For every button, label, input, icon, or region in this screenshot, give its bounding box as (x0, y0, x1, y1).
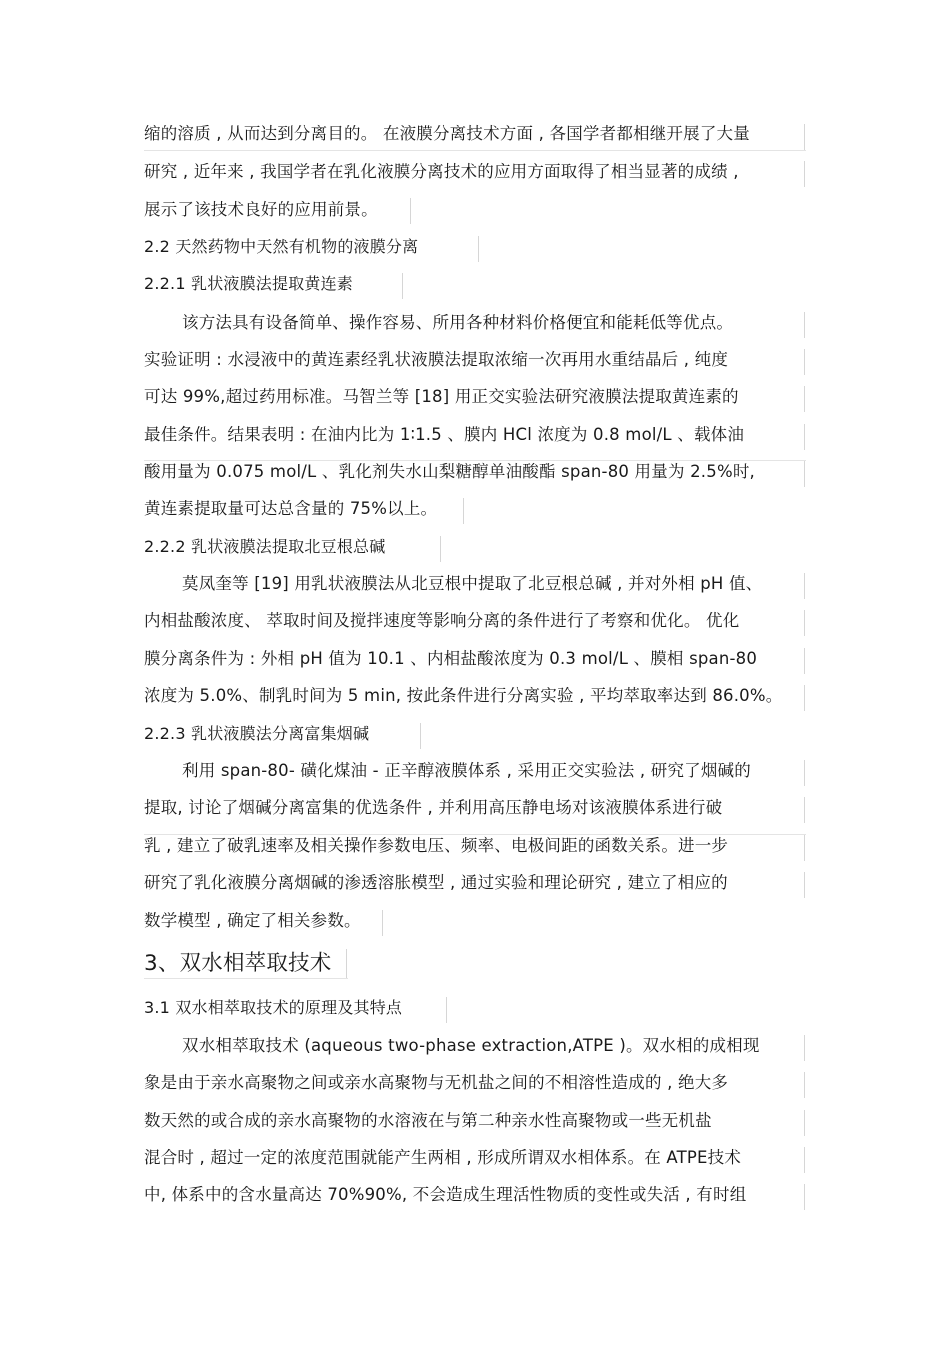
text-line: 象是由于亲水高聚物之间或亲水高聚物与无机盐之间的不相溶性造成的 , 绝大多 (144, 1073, 729, 1092)
text-line: 双水相萃取技术 (aqueous two-phase extraction,ATPE )。双水相的成相现 (182, 1036, 760, 1055)
line-rule (804, 1072, 805, 1098)
line-rule (402, 273, 403, 299)
subsection-heading: 2.2.2 乳状液膜法提取北豆根总碱 (144, 537, 386, 556)
line-rule (478, 236, 479, 262)
text-line: 缩的溶质 , 从而达到分离目的。 在液膜分离技术方面 , 各国学者都相继开展了大量 (144, 124, 750, 143)
line-rule (804, 1184, 805, 1210)
text-line: 该方法具有设备简单、操作容易、所用各种材料价格便宜和能耗低等优点。 (182, 313, 734, 332)
text-line: 实验证明 : 水浸液中的黄连素经乳状液膜法提取浓缩一次再用水重结晶后 , 纯度 (144, 350, 729, 369)
line-rule (144, 150, 806, 151)
text-line: 研究了乳化液膜分离烟碱的渗透溶胀模型 , 通过实验和理论研究 , 建立了相应的 (144, 873, 728, 892)
line-rule (804, 424, 805, 450)
line-rule (804, 312, 805, 338)
line-rule (346, 949, 347, 979)
line-rule (804, 386, 805, 412)
line-rule (804, 573, 805, 599)
line-rule (804, 461, 805, 487)
line-rule (382, 910, 383, 936)
line-rule (804, 610, 805, 636)
text-line: 黄连素提取量可达总含量的 75%以上。 (144, 499, 438, 518)
line-rule (804, 797, 805, 823)
text-line: 混合时 , 超过一定的浓度范围就能产生两相 , 形成所谓双水相体系。在 ATPE技术 (144, 1148, 742, 1167)
text-line: 研究 , 近年来 , 我国学者在乳化液膜分离技术的应用方面取得了相当显著的成绩 , (144, 162, 739, 181)
text-line: 展示了该技术良好的应用前景。 (144, 200, 378, 219)
subsection-heading: 2.2.3 乳状液膜法分离富集烟碱 (144, 724, 370, 743)
line-rule (420, 723, 421, 749)
line-rule (804, 760, 805, 786)
line-rule (446, 997, 447, 1023)
line-rule (804, 1147, 805, 1173)
line-rule (463, 498, 464, 524)
line-rule (144, 978, 348, 979)
subsection-heading: 2.2.1 乳状液膜法提取黄连素 (144, 274, 353, 293)
text-line: 内相盐酸浓度、 萃取时间及搅拌速度等影响分离的条件进行了考察和优化。 优化 (144, 611, 740, 630)
line-rule (804, 648, 805, 674)
line-rule (144, 834, 806, 835)
line-rule (804, 161, 805, 187)
text-line: 乳 , 建立了破乳速率及相关操作参数电压、频率、电极间距的函数关系。进一步 (144, 836, 729, 855)
section-heading: 2.2 天然药物中天然有机物的液膜分离 (144, 237, 419, 256)
line-rule (440, 536, 441, 562)
text-line: 数天然的或合成的亲水高聚物的水溶液在与第二种亲水性高聚物或一些无机盐 (144, 1111, 712, 1130)
text-line: 酸用量为 0.075 mol/L 、乳化剂失水山梨糖醇单油酸酯 span-80 用量为 2.5%时, (144, 462, 755, 481)
text-line: 数学模型 , 确定了相关参数。 (144, 911, 361, 930)
text-line: 提取, 讨论了烟碱分离富集的优选条件 , 并利用高压静电场对该液膜体系进行破 (144, 798, 723, 817)
text-line: 最佳条件。结果表明 : 在油内比为 1∶1.5 、膜内 HCl 浓度为 0.8 mol/L 、载体油 (144, 425, 745, 444)
text-line: 利用 span-80- 磺化煤油 - 正辛醇液膜体系 , 采用正交实验法 , 研究了烟碱的 (182, 761, 751, 780)
text-line: 中, 体系中的含水量高达 70%90%, 不会造成生理活性物质的变性或失活 , 有时组 (144, 1185, 747, 1204)
line-rule (804, 685, 805, 711)
line-rule (410, 198, 411, 224)
text-line: 膜分离条件为 : 外相 pH 值为 10.1 、内相盐酸浓度为 0.3 mol/L 、膜相 span-80 (144, 649, 758, 668)
text-line: 可达 99%,超过药用标准。马智兰等 [18] 用正交实验法研究液膜法提取黄连素的 (144, 387, 739, 406)
text-line: 浓度为 5.0%、制乳时间为 5 min, 按此条件进行分离实验 , 平均萃取率达到 86.0%。 (144, 686, 783, 705)
line-rule (804, 872, 805, 898)
line-rule (804, 835, 805, 861)
chapter-heading: 3、双水相萃取技术 (144, 951, 332, 976)
text-line: 莫凤奎等 [19] 用乳状液膜法从北豆根中提取了北豆根总碱 , 并对外相 pH 值、 (182, 574, 763, 593)
line-rule (804, 124, 805, 150)
line-rule (804, 1110, 805, 1136)
line-rule (144, 460, 806, 461)
line-rule (804, 349, 805, 375)
line-rule (804, 1035, 805, 1061)
section-heading: 3.1 双水相萃取技术的原理及其特点 (144, 998, 403, 1017)
